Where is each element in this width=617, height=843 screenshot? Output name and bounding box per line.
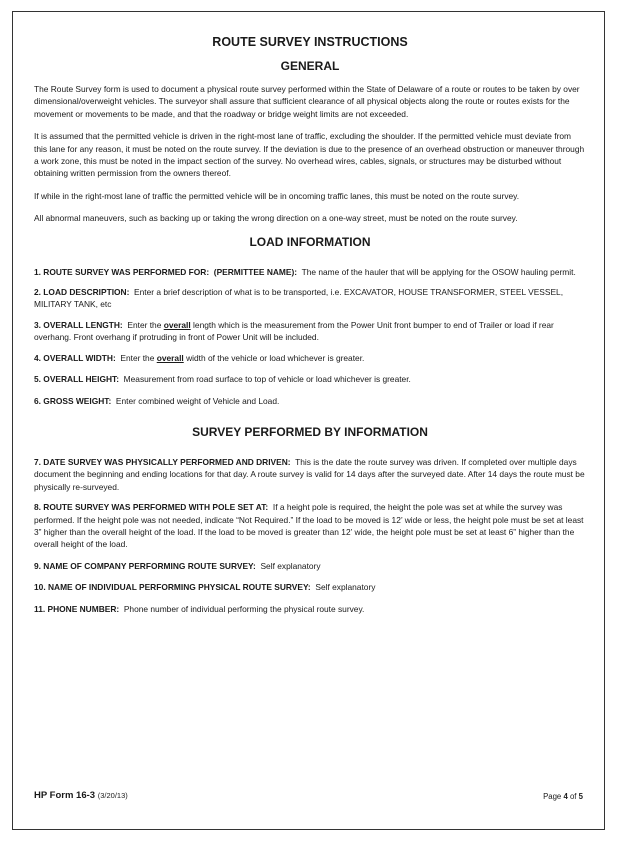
load-item-1 bbox=[34, 266, 586, 278]
item-emphasis: overall bbox=[163, 319, 191, 330]
item-label: 11. PHONE NUMBER: bbox=[34, 603, 120, 614]
page-total: 5 bbox=[578, 792, 583, 801]
survey-item-8 bbox=[34, 501, 586, 551]
item-label: 4. OVERALL WIDTH: bbox=[34, 352, 116, 363]
page-title: ROUTE SURVEY INSTRUCTIONS bbox=[212, 35, 408, 49]
load-information-heading: LOAD INFORMATION bbox=[249, 234, 371, 249]
item-text: Enter the bbox=[120, 352, 155, 363]
item-text: width of the vehicle or load whichever is greater. bbox=[186, 352, 365, 363]
item-text: Phone number of individual performing the physical route survey. bbox=[123, 603, 365, 614]
item-label: 5. OVERALL HEIGHT: bbox=[34, 374, 119, 385]
document-body bbox=[34, 34, 586, 615]
form-date: (3/20/13) bbox=[97, 791, 128, 800]
item-text: length which is the measurement from the Power Unit front bumper to end of Trailer or load if rear overhang. Front overhang if protruding in front of Power Unit will be included. bbox=[34, 319, 554, 343]
form-number: HP Form 16-3 bbox=[34, 790, 96, 801]
item-text: This is the date the route survey was driven. If completed over multiple days document the beginning and ending locations for that day. A route survey is valid for 14 days after the surveyed date. After 14 days the route must be physically re-surveyed. bbox=[34, 456, 585, 492]
item-text: Self explanatory bbox=[315, 582, 376, 593]
item-label: (PERMITTEE NAME): bbox=[213, 266, 298, 277]
load-item-2 bbox=[34, 286, 586, 311]
general-paragraph-4: All abnormal maneuvers, such as backing up or taking the wrong direction on a one-way street, must be noted on the route survey. bbox=[34, 213, 518, 224]
item-text: Self explanatory bbox=[260, 560, 321, 571]
general-paragraph-1: The Route Survey form is used to document a physical route survey performed within the State of Delaware of a route or routes to be taken by over dimensional/overweight vehicles. The surveyor shall assure that sufficient clearance of all physical objects along the route or routes exists for the movement or movements to be made, and that the roadway or bridge weight limits are not exceeded. bbox=[34, 84, 580, 119]
item-text: Enter combined weight of Vehicle and Load. bbox=[115, 395, 280, 406]
item-label: 3. OVERALL LENGTH: bbox=[34, 319, 123, 330]
item-label: 7. DATE SURVEY WAS PHYSICALLY PERFORMED AND DRIVEN: bbox=[34, 456, 291, 467]
load-item-4 bbox=[34, 352, 586, 364]
item-emphasis: overall bbox=[156, 352, 184, 363]
load-item-3 bbox=[34, 319, 586, 344]
item-label: 8. ROUTE SURVEY WAS PERFORMED WITH POLE SET AT: bbox=[34, 502, 269, 513]
item-text: The name of the hauler that will be applying for the OSOW hauling permit. bbox=[301, 266, 576, 277]
item-text: Measurement from road surface to top of vehicle or load whichever is greater. bbox=[123, 374, 411, 385]
survey-item-7 bbox=[34, 456, 586, 493]
item-label: 6. GROSS WEIGHT: bbox=[34, 395, 112, 406]
page-number bbox=[543, 792, 583, 801]
item-label: 2. LOAD DESCRIPTION: bbox=[34, 287, 130, 298]
page-current: 4 bbox=[563, 792, 568, 801]
survey-performed-heading: SURVEY PERFORMED BY INFORMATION bbox=[192, 424, 428, 439]
item-text: Enter the bbox=[127, 319, 162, 330]
form-identifier bbox=[34, 790, 128, 801]
page-prefix: Page bbox=[543, 792, 562, 801]
survey-item-10 bbox=[34, 581, 586, 593]
item-label: 9. NAME OF COMPANY PERFORMING ROUTE SURVEY: bbox=[34, 560, 256, 571]
page-of: of bbox=[569, 792, 577, 801]
item-label: 1. ROUTE SURVEY WAS PERFORMED FOR: bbox=[34, 266, 210, 277]
survey-item-9 bbox=[34, 560, 586, 572]
survey-item-11 bbox=[34, 603, 586, 615]
item-label: 10. NAME OF INDIVIDUAL PERFORMING PHYSICAL ROUTE SURVEY: bbox=[34, 582, 311, 593]
load-item-6 bbox=[34, 395, 586, 407]
general-heading: GENERAL bbox=[280, 59, 340, 73]
item-text: Enter a brief description of what is to be transported, i.e. EXCAVATOR, HOUSE TRANSFORMER, STEEL VESSEL, MILITARY TANK, etc bbox=[34, 287, 564, 310]
load-item-5 bbox=[34, 373, 586, 385]
general-paragraph-3: If while in the right-most lane of traffic the permitted vehicle will be in oncoming traffic lanes, this must be noted on the route survey. bbox=[34, 190, 520, 201]
general-paragraph-2: It is assumed that the permitted vehicle is driven in the right-most lane of traffic, excluding the shoulder. If the permitted vehicle must deviate from this lane for any reason, it must be noted on the route survey. If the deviation is due to the presence of an overhead obstruction or maneuver through a work zone, this must be noted in the impact section of the survey. No overhead wires, cables, signals, or structures may be disturbed without obtaining written permission from the owners thereof. bbox=[34, 131, 585, 179]
item-text: If a height pole is required, the height the pole was set at while the survey was performed. If the height pole was not needed, indicate “Not Required.” If the load to be moved is 12’ wide or less, the height pole must be set at least 3” higher than the overall height of the load. If the load to be moved is greater than 12’ wide, the height pole must be set at least 6” higher than the overall height of the load. bbox=[34, 502, 584, 550]
